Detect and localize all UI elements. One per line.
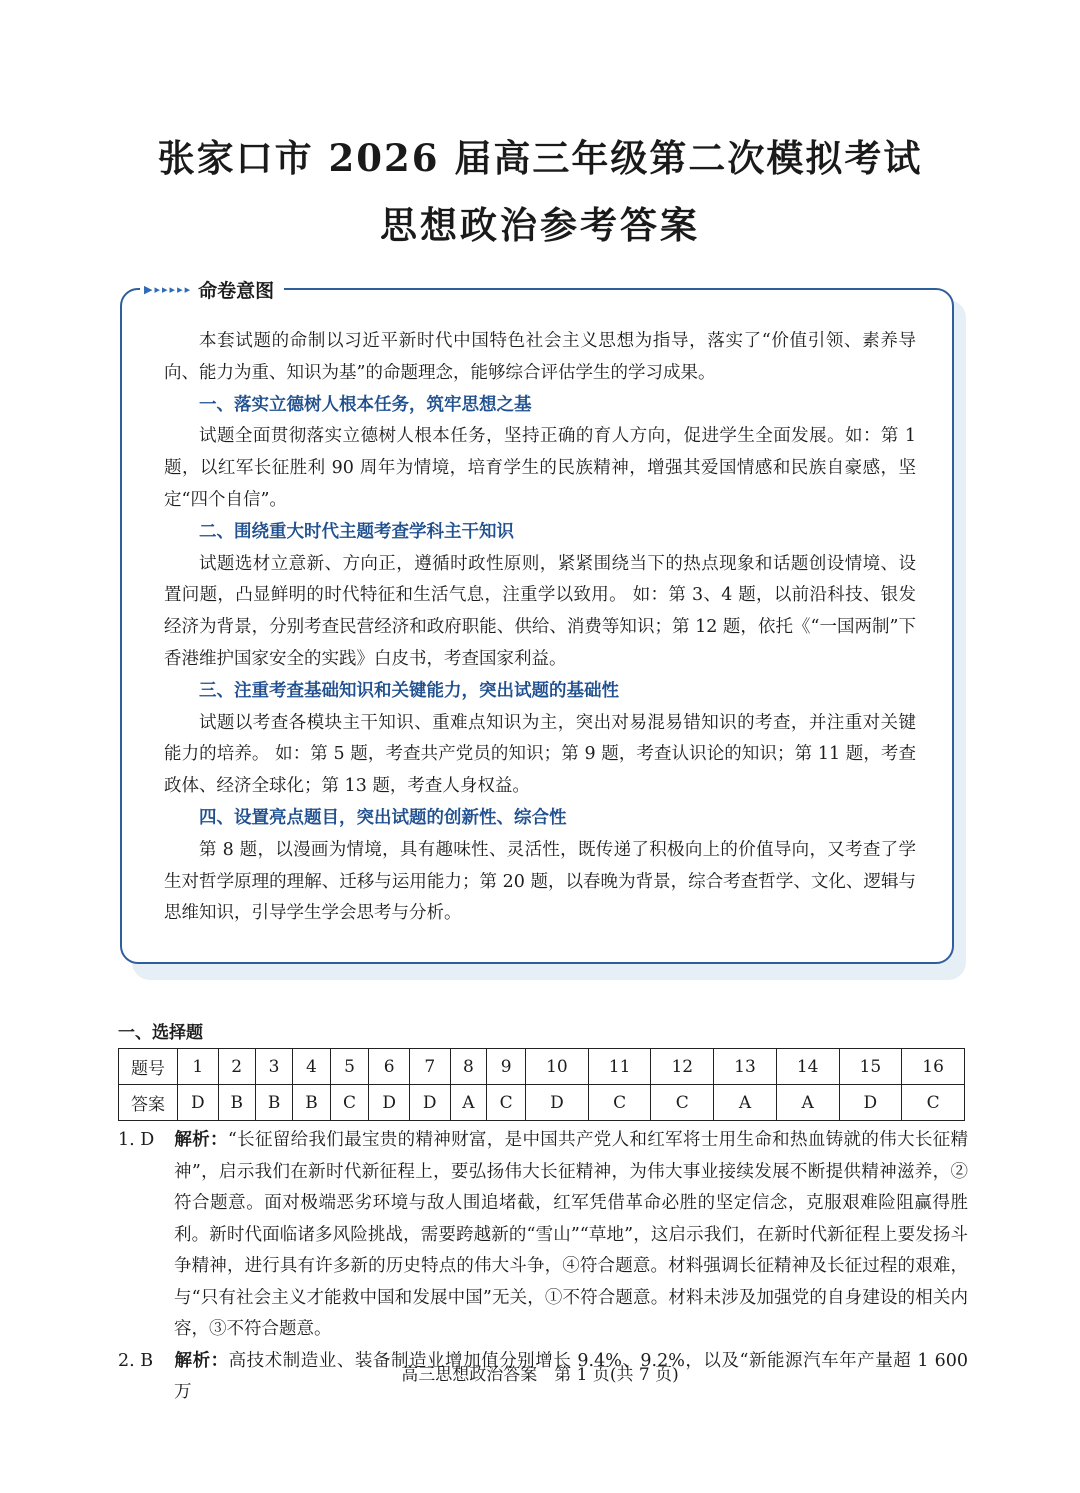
question-number-cell: 6 — [369, 1049, 410, 1085]
question-number-cell: 11 — [588, 1049, 651, 1085]
question-number-cell: 16 — [902, 1049, 965, 1085]
intent-heading-1: 一、落实立德树人根本任务，筑牢思想之基 — [199, 394, 532, 415]
intent-box-title: 命卷意图 — [198, 279, 275, 302]
analysis-label: 解析： — [174, 1350, 229, 1371]
analysis-body — [138, 1125, 968, 1346]
question-number-cell: 4 — [293, 1049, 330, 1085]
section-title-choice: 一、选择题 — [118, 1023, 203, 1043]
question-number-cell: 12 — [651, 1049, 714, 1085]
intent-box-content — [164, 326, 916, 930]
answer-cell: B — [255, 1085, 292, 1121]
answer-cell: A — [450, 1085, 487, 1121]
answer-cell: B — [293, 1085, 330, 1121]
question-number-cell: 13 — [714, 1049, 777, 1085]
analysis-text: “长征留给我们最宝贵的精神财富，是中国共产党人和红军将士用生命和热血铸就的伟大长征精神”，启示我们在新时代新征程上，要弘扬伟大长征精神，为伟大事业接续发展不断提供精神滋养，②符合题意。面对极端恶劣环境与敌人围追堵截，红军凭借革命必胜的坚定信念，克服艰难险阻赢得胜利。新时代面临诸多风险挑战，需要跨越新的“雪山”“草地”，这启示我们，在新时代新征程上要发扬斗争精神，进行具有许多新的历史特点的伟大斗争，④符合题意。材料强调长征精神及长征过程的艰难，与“只有社会主义才能救中国和发展中国”无关，①不符合题意。材料未涉及加强党的自身建设的相关内容，③不符合题意。 — [174, 1130, 968, 1339]
answer-cell: A — [776, 1085, 839, 1121]
page-footer: 高三思想政治答案 第 1 页(共 7 页) — [401, 1365, 679, 1385]
question-number-cell: 2 — [218, 1049, 255, 1085]
analysis-item — [118, 1125, 968, 1346]
intent-heading-3: 三、注重考查基础知识和关键能力，突出试题的基础性 — [199, 680, 619, 701]
analysis-number: 2. B — [118, 1350, 154, 1371]
row-label-number: 题号 — [119, 1049, 178, 1085]
answer-cell: D — [409, 1085, 450, 1121]
intent-intro: 本套试题的命制以习近平新时代中国特色社会主义思想为指导，落实了“价值引领、素养导向、能力为重、知识为基”的命题理念，能够综合评估学生的学习成果。 — [164, 331, 916, 383]
answer-cell: C — [588, 1085, 651, 1121]
intent-text-2: 试题选材立意新、方向正，遵循时政性原则，紧紧围绕当下的热点现象和话题创设情境、设置问题，凸显鲜明的时代特征和生活气息，注重学以致用。 如：第 3、4 题，以前沿科技、银发经济为背景，分别考查民营经济和政府职能、供给、消费等知识；第 12 题，依托《“一国两制”下香港维护国家安全的实践》白皮书，考查国家利益。 — [164, 553, 916, 669]
intent-text-1: 试题全面贯彻落实立德树人根本任务，坚持正确的育人方向，促进学生全面发展。如：第 1 题，以红军长征胜利 90 周年为情境，培育学生的民族精神，增强其爱国情感和民族自豪感，坚定“四个自信”。 — [164, 426, 916, 510]
answer-table-number-row — [119, 1049, 965, 1085]
question-number-cell: 9 — [487, 1049, 526, 1085]
answer-cell: D — [178, 1085, 219, 1121]
question-number-cell: 15 — [839, 1049, 902, 1085]
answer-cell: C — [330, 1085, 369, 1121]
analysis-text: 高技术制造业、装备制造业增加值分别增长 9.4%、9.2%，以及“新能源汽车年产量超 1 600 万 — [174, 1350, 968, 1402]
question-number-cell: 5 — [330, 1049, 369, 1085]
answer-cell: A — [714, 1085, 777, 1121]
answer-cell: D — [526, 1085, 589, 1121]
question-number-cell: 8 — [450, 1049, 487, 1085]
row-label-answer: 答案 — [119, 1085, 178, 1121]
page-subtitle: 思想政治参考答案 — [380, 203, 700, 247]
intent-text-3: 试题以考查各模块主干知识、重难点知识为主，突出对易混易错知识的考查，并注重对关键能力的培养。 如：第 5 题，考查共产党员的知识；第 9 题，考查认识论的知识；第 11 题，考查政体、经济全球化；第 13 题，考查人身权益。 — [164, 712, 916, 797]
question-number-cell: 3 — [255, 1049, 292, 1085]
question-number-cell: 14 — [776, 1049, 839, 1085]
arrow-decoration-icon: ▶ ▸ ▸ ▸ ▸ ▸ — [144, 282, 191, 296]
question-number-cell: 10 — [526, 1049, 589, 1085]
answer-cell: B — [218, 1085, 255, 1121]
question-number-cell: 1 — [178, 1049, 219, 1085]
answer-table — [118, 1048, 965, 1121]
answer-cell: C — [902, 1085, 965, 1121]
page-title: 张家口市 2026 届高三年级第二次模拟考试 — [157, 136, 923, 180]
answer-cell: C — [487, 1085, 526, 1121]
answer-cell: D — [839, 1085, 902, 1121]
answer-cell: C — [651, 1085, 714, 1121]
intent-heading-2: 二、围绕重大时代主题考查学科主干知识 — [199, 521, 514, 542]
intent-heading-4: 四、设置亮点题目，突出试题的创新性、综合性 — [199, 807, 567, 828]
answer-cell: D — [369, 1085, 410, 1121]
answer-table-answer-row — [119, 1085, 965, 1121]
analysis-label: 解析： — [174, 1130, 228, 1150]
intent-text-4: 第 8 题，以漫画为情境，具有趣味性、灵活性，既传递了积极向上的价值导向，又考查了学生对哲学原理的理解、迁移与运用能力；第 20 题，以春晚为背景，综合考查哲学、文化、逻辑与思维知识，引导学生学会思考与分析。 — [164, 839, 916, 924]
intent-box-label — [140, 274, 284, 304]
analysis-number: 1. D — [118, 1130, 155, 1150]
question-number-cell: 7 — [409, 1049, 450, 1085]
